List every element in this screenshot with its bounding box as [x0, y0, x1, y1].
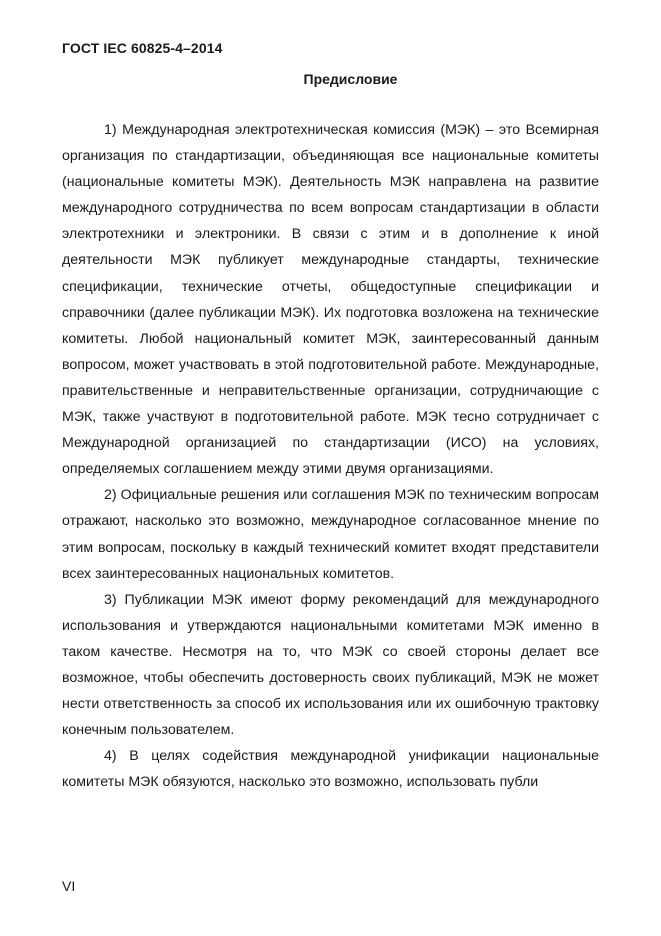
- page-number: VI: [62, 878, 76, 894]
- paragraph-4: 4) В целях содействия международной унификации национальные комитеты МЭК обязуются, насколько это возможно, использовать публи: [62, 748, 599, 791]
- body-text: [62, 117, 599, 795]
- paragraph-2: 2) Официальные решения или соглашения МЭК по техническим вопросам отражают, насколько это возможно, международное согласованное мнение по этим вопросам, поскольку в каждый технический комитет входят представители всех заинтересованных национальных комитетов.: [62, 487, 599, 582]
- paragraph-1: 1) Международная электротехническая комиссия (МЭК) – это Всемирная организация по стандартизации, объединяющая все национальные комитеты (национальные комитеты МЭК). Деятельность МЭК направлена на развитие международного сотрудничества по всем вопросам стандартизации в области электротехники и электроники. В связи с этим и в дополнение к иной деятельности МЭК публикует международные стандарты, технические спецификации, технические отчеты, общедоступные спецификации и справочники (далее публикации МЭК). Их подготовка возложена на технические комитеты. Любой национальный комитет МЭК, заинтересованный данным вопросом, может участвовать в этой подготовительной работе. Международные, правительственные и неправительственные организации, сотрудничающие с МЭК, также участвуют в подготовительной работе. МЭК тесно сотрудничает с Международной организацией по стандартизации (ИСО) на условиях, определяемых соглашением между этими двумя организациями.: [62, 122, 599, 478]
- paragraph-3: 3) Публикации МЭК имеют форму рекомендаций для международного использования и утверждаются национальными комитетами МЭК именно в таком качестве. Несмотря на то, что МЭК со своей стороны делает все возможное, чтобы обеспечить достоверность своих публикаций, МЭК не может нести ответственность за способ их использования или их ошибочную трактовку конечным пользователем.: [62, 591, 599, 739]
- section-title: Предисловие: [303, 71, 398, 87]
- document-code: ГОСТ IEC 60825-4–2014: [62, 40, 223, 56]
